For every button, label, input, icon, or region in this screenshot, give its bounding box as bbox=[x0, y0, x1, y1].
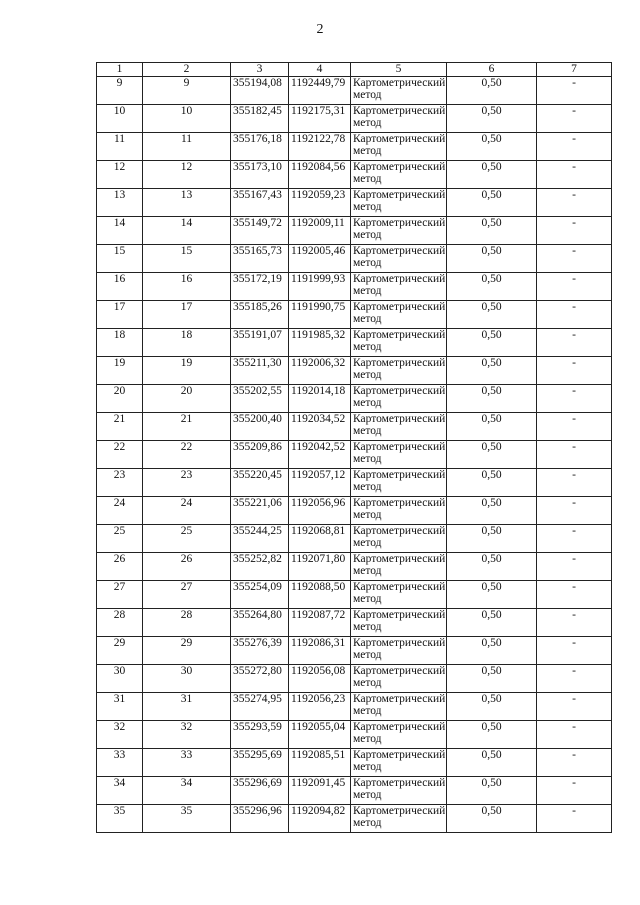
accuracy-cell: 0,50 bbox=[447, 721, 537, 749]
table-row bbox=[97, 441, 612, 469]
y-coordinate-cell: 1192009,11 bbox=[289, 217, 351, 245]
method-cell bbox=[351, 189, 447, 217]
point-id-cell: 19 bbox=[143, 357, 231, 385]
point-id-cell: 28 bbox=[143, 609, 231, 637]
method-label-line2: метод bbox=[353, 453, 382, 465]
point-number-cell: 32 bbox=[97, 721, 143, 749]
method-label-line2: метод bbox=[353, 257, 382, 269]
method-label-line1: Картометрический bbox=[353, 609, 446, 621]
y-coordinate-cell: 1192071,80 bbox=[289, 553, 351, 581]
accuracy-cell: 0,50 bbox=[447, 133, 537, 161]
accuracy-cell: 0,50 bbox=[447, 693, 537, 721]
column-header: 7 bbox=[537, 63, 612, 77]
method-cell bbox=[351, 385, 447, 413]
method-label-line1: Картометрический bbox=[353, 329, 446, 341]
method-cell bbox=[351, 77, 447, 105]
y-coordinate-cell: 1192091,45 bbox=[289, 777, 351, 805]
y-coordinate-cell: 1192085,51 bbox=[289, 749, 351, 777]
point-number-cell: 28 bbox=[97, 609, 143, 637]
method-label-line2: метод bbox=[353, 621, 382, 633]
x-coordinate-cell: 355185,26 bbox=[231, 301, 289, 329]
method-label-line2: метод bbox=[353, 285, 382, 297]
accuracy-cell: 0,50 bbox=[447, 777, 537, 805]
method-label-line2: метод bbox=[353, 145, 382, 157]
note-cell: - bbox=[537, 357, 612, 385]
y-coordinate-cell: 1192175,31 bbox=[289, 105, 351, 133]
method-label-line2: метод bbox=[353, 201, 382, 213]
method-label-line1: Картометрический bbox=[353, 581, 446, 593]
table-row bbox=[97, 553, 612, 581]
point-number-cell: 35 bbox=[97, 805, 143, 833]
x-coordinate-cell: 355254,09 bbox=[231, 581, 289, 609]
accuracy-cell: 0,50 bbox=[447, 329, 537, 357]
method-label-line2: метод bbox=[353, 229, 382, 241]
y-coordinate-cell: 1192014,18 bbox=[289, 385, 351, 413]
accuracy-cell: 0,50 bbox=[447, 525, 537, 553]
note-cell: - bbox=[537, 301, 612, 329]
table-row bbox=[97, 581, 612, 609]
table-row bbox=[97, 721, 612, 749]
point-id-cell: 12 bbox=[143, 161, 231, 189]
point-id-cell: 22 bbox=[143, 441, 231, 469]
method-label-line1: Картометрический bbox=[353, 161, 446, 173]
method-cell bbox=[351, 553, 447, 581]
point-id-cell: 30 bbox=[143, 665, 231, 693]
note-cell: - bbox=[537, 105, 612, 133]
note-cell: - bbox=[537, 665, 612, 693]
point-id-cell: 17 bbox=[143, 301, 231, 329]
method-label-line1: Картометрический bbox=[353, 721, 446, 733]
page-number: 2 bbox=[316, 22, 324, 37]
point-id-cell: 29 bbox=[143, 637, 231, 665]
method-label-line1: Картометрический bbox=[353, 133, 446, 145]
y-coordinate-cell: 1192059,23 bbox=[289, 189, 351, 217]
method-label-line1: Картометрический bbox=[353, 189, 446, 201]
method-label-line2: метод bbox=[353, 481, 382, 493]
method-cell bbox=[351, 105, 447, 133]
method-label-line1: Картометрический bbox=[353, 273, 446, 285]
method-cell bbox=[351, 413, 447, 441]
note-cell: - bbox=[537, 245, 612, 273]
x-coordinate-cell: 355244,25 bbox=[231, 525, 289, 553]
accuracy-cell: 0,50 bbox=[447, 301, 537, 329]
table-row bbox=[97, 469, 612, 497]
column-header: 1 bbox=[97, 63, 143, 77]
note-cell: - bbox=[537, 189, 612, 217]
table-row bbox=[97, 189, 612, 217]
x-coordinate-cell: 355172,19 bbox=[231, 273, 289, 301]
method-cell bbox=[351, 469, 447, 497]
method-label-line2: метод bbox=[353, 593, 382, 605]
method-label-line1: Картометрический bbox=[353, 777, 446, 789]
x-coordinate-cell: 355173,10 bbox=[231, 161, 289, 189]
method-label-line1: Картометрический bbox=[353, 497, 446, 509]
method-label-line2: метод bbox=[353, 649, 382, 661]
point-number-cell: 29 bbox=[97, 637, 143, 665]
method-label-line2: метод bbox=[353, 509, 382, 521]
y-coordinate-cell: 1191990,75 bbox=[289, 301, 351, 329]
point-number-cell: 15 bbox=[97, 245, 143, 273]
method-label-line1: Картометрический bbox=[353, 469, 446, 481]
point-number-cell: 11 bbox=[97, 133, 143, 161]
note-cell: - bbox=[537, 525, 612, 553]
point-id-cell: 24 bbox=[143, 497, 231, 525]
point-id-cell: 20 bbox=[143, 385, 231, 413]
point-id-cell: 33 bbox=[143, 749, 231, 777]
x-coordinate-cell: 355176,18 bbox=[231, 133, 289, 161]
x-coordinate-cell: 355295,69 bbox=[231, 749, 289, 777]
method-label-line2: метод bbox=[353, 313, 382, 325]
point-number-cell: 30 bbox=[97, 665, 143, 693]
y-coordinate-cell: 1192088,50 bbox=[289, 581, 351, 609]
x-coordinate-cell: 355194,08 bbox=[231, 77, 289, 105]
accuracy-cell: 0,50 bbox=[447, 609, 537, 637]
accuracy-cell: 0,50 bbox=[447, 105, 537, 133]
method-label-line2: метод bbox=[353, 369, 382, 381]
method-cell bbox=[351, 441, 447, 469]
point-number-cell: 24 bbox=[97, 497, 143, 525]
note-cell: - bbox=[537, 133, 612, 161]
point-id-cell: 10 bbox=[143, 105, 231, 133]
accuracy-cell: 0,50 bbox=[447, 413, 537, 441]
table-row bbox=[97, 693, 612, 721]
y-coordinate-cell: 1191999,93 bbox=[289, 273, 351, 301]
accuracy-cell: 0,50 bbox=[447, 357, 537, 385]
table-row bbox=[97, 77, 612, 105]
method-label-line2: метод bbox=[353, 733, 382, 745]
method-cell bbox=[351, 301, 447, 329]
point-id-cell: 31 bbox=[143, 693, 231, 721]
table-row bbox=[97, 609, 612, 637]
note-cell: - bbox=[537, 749, 612, 777]
method-label-line2: метод bbox=[353, 117, 382, 129]
accuracy-cell: 0,50 bbox=[447, 497, 537, 525]
method-label-line1: Картометрический bbox=[353, 301, 446, 313]
method-cell bbox=[351, 329, 447, 357]
method-cell bbox=[351, 609, 447, 637]
table-row bbox=[97, 497, 612, 525]
point-number-cell: 10 bbox=[97, 105, 143, 133]
y-coordinate-cell: 1192005,46 bbox=[289, 245, 351, 273]
point-number-cell: 23 bbox=[97, 469, 143, 497]
note-cell: - bbox=[537, 413, 612, 441]
note-cell: - bbox=[537, 497, 612, 525]
point-id-cell: 34 bbox=[143, 777, 231, 805]
column-header: 2 bbox=[143, 63, 231, 77]
point-number-cell: 26 bbox=[97, 553, 143, 581]
y-coordinate-cell: 1192086,31 bbox=[289, 637, 351, 665]
note-cell: - bbox=[537, 385, 612, 413]
x-coordinate-cell: 355252,82 bbox=[231, 553, 289, 581]
point-id-cell: 9 bbox=[143, 77, 231, 105]
point-number-cell: 34 bbox=[97, 777, 143, 805]
point-number-cell: 16 bbox=[97, 273, 143, 301]
accuracy-cell: 0,50 bbox=[447, 245, 537, 273]
method-cell bbox=[351, 161, 447, 189]
accuracy-cell: 0,50 bbox=[447, 273, 537, 301]
method-cell bbox=[351, 637, 447, 665]
table-row bbox=[97, 273, 612, 301]
method-label-line2: метод bbox=[353, 425, 382, 437]
point-id-cell: 15 bbox=[143, 245, 231, 273]
table-row bbox=[97, 805, 612, 833]
y-coordinate-cell: 1191985,32 bbox=[289, 329, 351, 357]
method-label-line2: метод bbox=[353, 789, 382, 801]
note-cell: - bbox=[537, 693, 612, 721]
point-id-cell: 14 bbox=[143, 217, 231, 245]
method-label-line1: Картометрический bbox=[353, 805, 446, 817]
method-label-line1: Картометрический bbox=[353, 749, 446, 761]
table-row bbox=[97, 245, 612, 273]
accuracy-cell: 0,50 bbox=[447, 77, 537, 105]
table-row bbox=[97, 749, 612, 777]
point-id-cell: 18 bbox=[143, 329, 231, 357]
accuracy-cell: 0,50 bbox=[447, 749, 537, 777]
method-cell bbox=[351, 245, 447, 273]
accuracy-cell: 0,50 bbox=[447, 805, 537, 833]
accuracy-cell: 0,50 bbox=[447, 665, 537, 693]
method-label-line1: Картометрический bbox=[353, 637, 446, 649]
x-coordinate-cell: 355200,40 bbox=[231, 413, 289, 441]
method-cell bbox=[351, 805, 447, 833]
accuracy-cell: 0,50 bbox=[447, 161, 537, 189]
accuracy-cell: 0,50 bbox=[447, 581, 537, 609]
x-coordinate-cell: 355296,69 bbox=[231, 777, 289, 805]
method-label-line1: Картометрический bbox=[353, 105, 446, 117]
point-id-cell: 13 bbox=[143, 189, 231, 217]
y-coordinate-cell: 1192056,23 bbox=[289, 693, 351, 721]
method-label-line2: метод bbox=[353, 565, 382, 577]
y-coordinate-cell: 1192068,81 bbox=[289, 525, 351, 553]
table-row bbox=[97, 413, 612, 441]
point-id-cell: 26 bbox=[143, 553, 231, 581]
x-coordinate-cell: 355276,39 bbox=[231, 637, 289, 665]
note-cell: - bbox=[537, 553, 612, 581]
method-label-line2: метод bbox=[353, 817, 382, 829]
table-row bbox=[97, 385, 612, 413]
method-cell bbox=[351, 749, 447, 777]
x-coordinate-cell: 355182,45 bbox=[231, 105, 289, 133]
method-cell bbox=[351, 133, 447, 161]
method-cell bbox=[351, 357, 447, 385]
method-label-line1: Картометрический bbox=[353, 77, 446, 89]
y-coordinate-cell: 1192084,56 bbox=[289, 161, 351, 189]
table-row bbox=[97, 301, 612, 329]
y-coordinate-cell: 1192055,04 bbox=[289, 721, 351, 749]
table-row bbox=[97, 217, 612, 245]
x-coordinate-cell: 355167,43 bbox=[231, 189, 289, 217]
point-number-cell: 20 bbox=[97, 385, 143, 413]
column-header: 3 bbox=[231, 63, 289, 77]
note-cell: - bbox=[537, 721, 612, 749]
accuracy-cell: 0,50 bbox=[447, 441, 537, 469]
x-coordinate-cell: 355274,95 bbox=[231, 693, 289, 721]
point-number-cell: 19 bbox=[97, 357, 143, 385]
x-coordinate-cell: 355202,55 bbox=[231, 385, 289, 413]
y-coordinate-cell: 1192094,82 bbox=[289, 805, 351, 833]
table-row bbox=[97, 133, 612, 161]
method-cell bbox=[351, 665, 447, 693]
x-coordinate-cell: 355221,06 bbox=[231, 497, 289, 525]
point-number-cell: 27 bbox=[97, 581, 143, 609]
table-row bbox=[97, 665, 612, 693]
note-cell: - bbox=[537, 805, 612, 833]
method-label-line1: Картометрический bbox=[353, 357, 446, 369]
y-coordinate-cell: 1192449,79 bbox=[289, 77, 351, 105]
coordinates-table bbox=[96, 62, 612, 833]
y-coordinate-cell: 1192006,32 bbox=[289, 357, 351, 385]
y-coordinate-cell: 1192087,72 bbox=[289, 609, 351, 637]
column-header: 6 bbox=[447, 63, 537, 77]
note-cell: - bbox=[537, 609, 612, 637]
point-number-cell: 14 bbox=[97, 217, 143, 245]
point-number-cell: 17 bbox=[97, 301, 143, 329]
y-coordinate-cell: 1192122,78 bbox=[289, 133, 351, 161]
point-number-cell: 18 bbox=[97, 329, 143, 357]
note-cell: - bbox=[537, 217, 612, 245]
x-coordinate-cell: 355296,96 bbox=[231, 805, 289, 833]
method-cell bbox=[351, 525, 447, 553]
note-cell: - bbox=[537, 329, 612, 357]
accuracy-cell: 0,50 bbox=[447, 217, 537, 245]
method-cell bbox=[351, 217, 447, 245]
note-cell: - bbox=[537, 581, 612, 609]
x-coordinate-cell: 355149,72 bbox=[231, 217, 289, 245]
method-cell bbox=[351, 497, 447, 525]
table-row bbox=[97, 357, 612, 385]
method-label-line1: Картометрический bbox=[353, 385, 446, 397]
column-header: 4 bbox=[289, 63, 351, 77]
point-number-cell: 22 bbox=[97, 441, 143, 469]
method-label-line2: метод bbox=[353, 341, 382, 353]
method-label-line1: Картометрический bbox=[353, 665, 446, 677]
method-cell bbox=[351, 581, 447, 609]
accuracy-cell: 0,50 bbox=[447, 189, 537, 217]
method-label-line2: метод bbox=[353, 761, 382, 773]
table-body bbox=[97, 77, 612, 833]
method-label-line1: Картометрический bbox=[353, 525, 446, 537]
point-number-cell: 33 bbox=[97, 749, 143, 777]
method-cell bbox=[351, 273, 447, 301]
point-id-cell: 16 bbox=[143, 273, 231, 301]
note-cell: - bbox=[537, 777, 612, 805]
method-label-line1: Картометрический bbox=[353, 441, 446, 453]
note-cell: - bbox=[537, 469, 612, 497]
method-cell bbox=[351, 693, 447, 721]
point-number-cell: 12 bbox=[97, 161, 143, 189]
column-header: 5 bbox=[351, 63, 447, 77]
table-header-row bbox=[97, 63, 612, 77]
method-cell bbox=[351, 721, 447, 749]
x-coordinate-cell: 355165,73 bbox=[231, 245, 289, 273]
table-row bbox=[97, 777, 612, 805]
note-cell: - bbox=[537, 161, 612, 189]
note-cell: - bbox=[537, 273, 612, 301]
accuracy-cell: 0,50 bbox=[447, 385, 537, 413]
method-label-line2: метод bbox=[353, 677, 382, 689]
y-coordinate-cell: 1192056,96 bbox=[289, 497, 351, 525]
x-coordinate-cell: 355220,45 bbox=[231, 469, 289, 497]
method-label-line1: Картометрический bbox=[353, 413, 446, 425]
point-id-cell: 27 bbox=[143, 581, 231, 609]
accuracy-cell: 0,50 bbox=[447, 553, 537, 581]
note-cell: - bbox=[537, 637, 612, 665]
point-id-cell: 21 bbox=[143, 413, 231, 441]
method-label-line1: Картометрический bbox=[353, 217, 446, 229]
note-cell: - bbox=[537, 77, 612, 105]
accuracy-cell: 0,50 bbox=[447, 469, 537, 497]
x-coordinate-cell: 355191,07 bbox=[231, 329, 289, 357]
method-label-line1: Картометрический bbox=[353, 693, 446, 705]
method-label-line1: Картометрический bbox=[353, 553, 446, 565]
method-cell bbox=[351, 777, 447, 805]
x-coordinate-cell: 355211,30 bbox=[231, 357, 289, 385]
method-label-line2: метод bbox=[353, 705, 382, 717]
point-id-cell: 11 bbox=[143, 133, 231, 161]
point-id-cell: 35 bbox=[143, 805, 231, 833]
table-row bbox=[97, 329, 612, 357]
point-number-cell: 31 bbox=[97, 693, 143, 721]
y-coordinate-cell: 1192042,52 bbox=[289, 441, 351, 469]
table-row bbox=[97, 637, 612, 665]
table-row bbox=[97, 105, 612, 133]
method-label-line2: метод bbox=[353, 173, 382, 185]
point-number-cell: 9 bbox=[97, 77, 143, 105]
accuracy-cell: 0,50 bbox=[447, 637, 537, 665]
y-coordinate-cell: 1192056,08 bbox=[289, 665, 351, 693]
point-id-cell: 32 bbox=[143, 721, 231, 749]
x-coordinate-cell: 355264,80 bbox=[231, 609, 289, 637]
y-coordinate-cell: 1192057,12 bbox=[289, 469, 351, 497]
point-number-cell: 25 bbox=[97, 525, 143, 553]
point-id-cell: 25 bbox=[143, 525, 231, 553]
method-label-line2: метод bbox=[353, 89, 382, 101]
note-cell: - bbox=[537, 441, 612, 469]
point-id-cell: 23 bbox=[143, 469, 231, 497]
x-coordinate-cell: 355293,59 bbox=[231, 721, 289, 749]
y-coordinate-cell: 1192034,52 bbox=[289, 413, 351, 441]
x-coordinate-cell: 355209,86 bbox=[231, 441, 289, 469]
point-number-cell: 21 bbox=[97, 413, 143, 441]
method-label-line2: метод bbox=[353, 397, 382, 409]
x-coordinate-cell: 355272,80 bbox=[231, 665, 289, 693]
point-number-cell: 13 bbox=[97, 189, 143, 217]
method-label-line1: Картометрический bbox=[353, 245, 446, 257]
method-label-line2: метод bbox=[353, 537, 382, 549]
table-row bbox=[97, 525, 612, 553]
table-row bbox=[97, 161, 612, 189]
